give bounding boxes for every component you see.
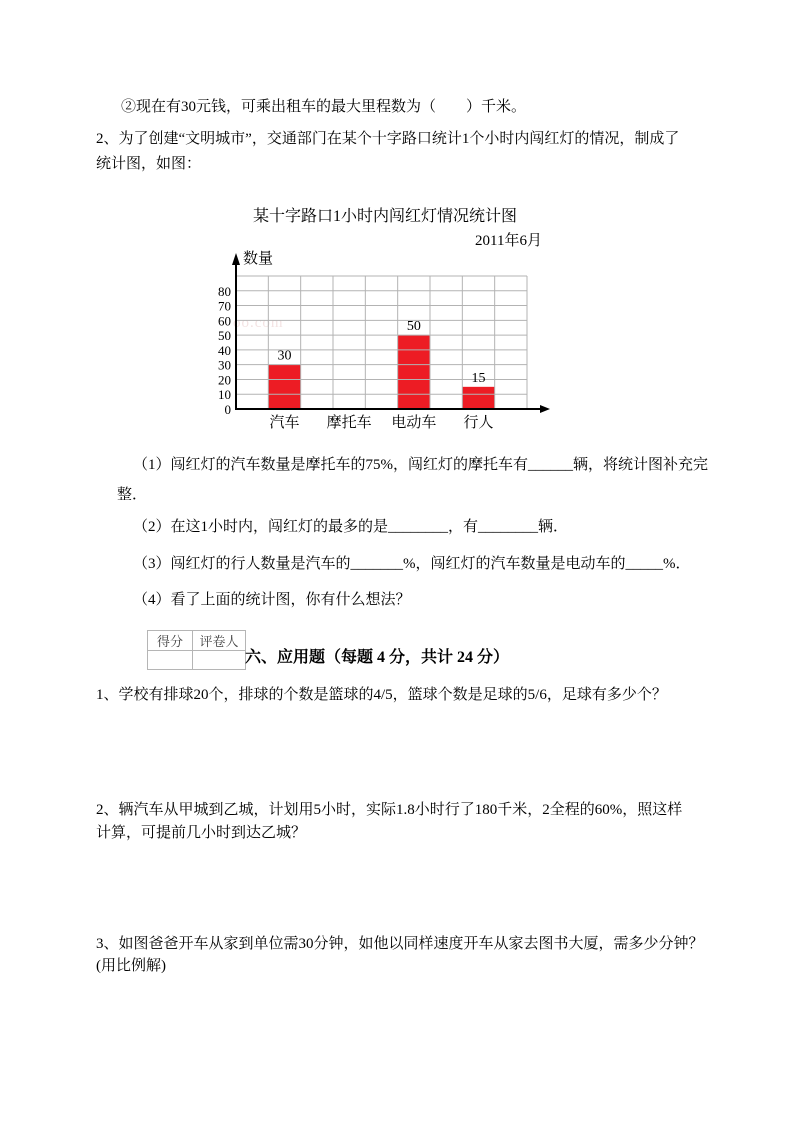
section6-question-2-line2: 计算，可提前几小时到达乙城？ — [96, 825, 307, 841]
y-tick-label: 50 — [218, 328, 231, 344]
question2-intro-line2: 统计图，如图： — [96, 156, 202, 172]
sub-question-3: （3）闯红灯的行人数量是汽车的_______%，闯红灯的汽车数量是电动车的_____%． — [133, 556, 691, 572]
chart-title: 某十字路口1小时内闯红灯情况统计图 — [252, 208, 517, 225]
x-category-label: 汽车 — [269, 415, 300, 431]
question-taxi-fill-blank: ②现在有30元钱，可乘出租车的最大里程数为（ ）千米。 — [121, 99, 527, 115]
bar-行人 — [462, 387, 494, 409]
bar-value-label: 15 — [471, 370, 486, 386]
bar-电动车 — [398, 335, 430, 409]
score-table-value-row — [148, 651, 246, 670]
y-tick-label: 30 — [218, 357, 231, 373]
section6-question-1: 1、学校有排球20个，排球的个数是篮球的4/5，篮球个数是足球的5/6，足球有多少个？ — [96, 687, 667, 703]
score-table — [147, 630, 246, 670]
grader-header-cell: 评卷人 — [193, 631, 246, 651]
x-axis-arrow-icon — [540, 405, 550, 413]
sub-question-2: （2）在这1小时内，闯红灯的最多的是________，有________辆． — [133, 519, 569, 535]
x-category-label: 摩托车 — [326, 415, 372, 431]
section6-question-3-line1: 3、如图爸爸开车从家到单位需30分钟，如他以同样速度开车从家去图书大厦，需多少分钟？ — [96, 936, 704, 952]
grader-value-cell — [193, 651, 246, 670]
y-tick-label: 20 — [218, 372, 231, 388]
bar-value-label: 50 — [406, 319, 421, 335]
question2-intro-line1: 2、为了创建“文明城市”，交通部门在某个十字路口统计1个小时内闯红灯的情况，制成了 — [96, 131, 680, 147]
y-axis-arrow-icon — [232, 253, 240, 265]
y-tick-label: 60 — [218, 313, 231, 329]
bar-value-label: 30 — [277, 348, 292, 364]
sub-question-1-line2: 整． — [117, 487, 148, 503]
x-category-label: 行人 — [463, 415, 494, 431]
y-tick-label: 70 — [218, 298, 231, 314]
sub-question-1-line1: （1）闯红灯的汽车数量是摩托车的75%，闯红灯的摩托车有______辆，将统计图补充完 — [133, 457, 708, 473]
section6-heading: 六、应用题（每题 4 分，共计 24 分） — [245, 649, 510, 666]
section6-question-2-line1: 2、辆汽车从甲城到乙城，计划用5小时，实际1.8小时行了180千米，2全程的60%，照这样 — [96, 802, 683, 818]
sub-question-4: （4）看了上面的统计图，你有什么想法？ — [133, 592, 411, 608]
score-header-cell: 得分 — [148, 631, 193, 651]
y-tick-label: 80 — [218, 283, 231, 299]
y-tick-label: 10 — [218, 387, 231, 403]
score-value-cell — [148, 651, 193, 670]
chart-y-axis-label: 数量 — [243, 251, 274, 267]
bar-汽车 — [268, 365, 300, 409]
chart-watermark: oo.com — [233, 315, 284, 331]
score-table-header-row — [148, 631, 246, 651]
y-tick-label: 40 — [218, 342, 231, 358]
y-tick-label: 0 — [224, 402, 231, 417]
chart-plot-area — [180, 240, 580, 445]
section6-question-3-line2: (用比例解) — [96, 958, 166, 974]
chart-subtitle: 2011年6月 — [475, 233, 542, 249]
x-category-label: 电动车 — [391, 415, 437, 431]
